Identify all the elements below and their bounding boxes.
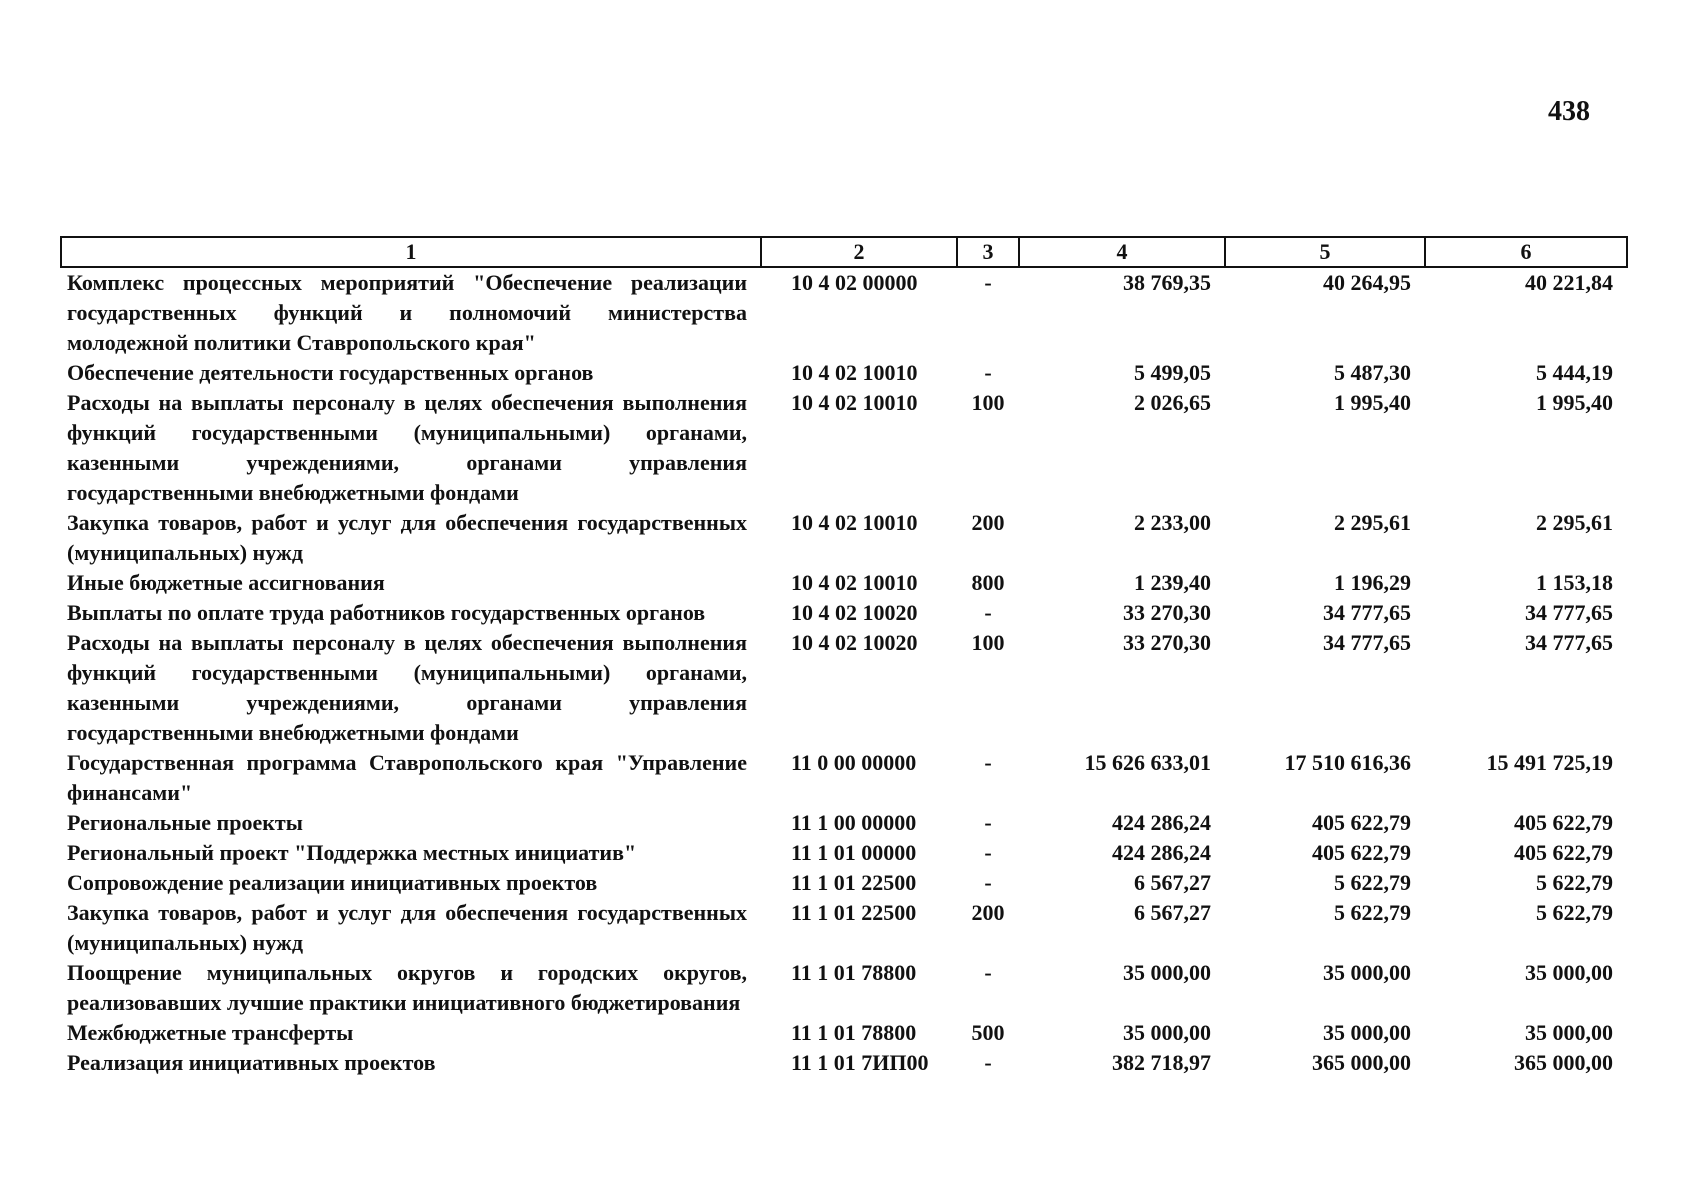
column-header-4: 4 — [1019, 237, 1225, 267]
table-row — [61, 898, 1627, 958]
table-row — [61, 1018, 1627, 1048]
cell-code: 11 0 00 00000 — [791, 750, 917, 775]
cell-value-col6: 35 000,00 — [1525, 960, 1613, 985]
cell-value-col5: 17 510 616,36 — [1284, 750, 1411, 775]
cell-name: Расходы на выплаты персоналу в целях обеспечения выполнения функций государственными (муниципальными) органами, казенными учреждениями, органами управления государственными внебюджетными фондами — [67, 630, 747, 745]
cell-name: Региональный проект "Поддержка местных инициатив" — [67, 840, 637, 865]
cell-value-col4: 35 000,00 — [1123, 1020, 1211, 1045]
budget-table — [60, 236, 1628, 1078]
cell-code: 11 1 01 78800 — [791, 960, 917, 985]
cell-expense-type: - — [984, 810, 992, 835]
cell-code: 10 4 02 10010 — [791, 360, 918, 385]
cell-name: Реализация инициативных проектов — [67, 1050, 436, 1075]
cell-code: 11 1 01 7ИП00 — [791, 1050, 929, 1075]
cell-value-col5: 34 777,65 — [1323, 600, 1411, 625]
cell-name: Комплекс процессных мероприятий "Обеспечение реализации государственных функций и полномочий министерства молодежной политики Ставропольского края" — [67, 270, 747, 355]
cell-name: Межбюджетные трансферты — [67, 1020, 354, 1045]
cell-value-col4: 1 239,40 — [1134, 570, 1211, 595]
cell-name: Закупка товаров, работ и услуг для обеспечения государственных (муниципальных) нужд — [67, 510, 747, 565]
table-row — [61, 1048, 1627, 1078]
cell-value-col4: 382 718,97 — [1112, 1050, 1211, 1075]
cell-name: Расходы на выплаты персоналу в целях обеспечения выполнения функций государственными (муниципальными) органами, казенными учреждениями, органами управления государственными внебюджетными фондами — [67, 390, 747, 505]
cell-value-col6: 405 622,79 — [1514, 840, 1613, 865]
table-row — [61, 838, 1627, 868]
cell-expense-type: - — [984, 360, 992, 385]
cell-name: Выплаты по оплате труда работников государственных органов — [67, 600, 706, 625]
cell-value-col6: 1 153,18 — [1536, 570, 1613, 595]
column-header-2: 2 — [761, 237, 957, 267]
cell-value-col6: 405 622,79 — [1514, 810, 1613, 835]
table-row — [61, 388, 1627, 508]
cell-expense-type: - — [984, 1050, 992, 1075]
cell-expense-type: 800 — [971, 570, 1005, 595]
cell-expense-type: 200 — [971, 510, 1005, 535]
cell-value-col6: 1 995,40 — [1536, 390, 1613, 415]
cell-value-col6: 365 000,00 — [1514, 1050, 1613, 1075]
cell-value-col5: 40 264,95 — [1323, 270, 1411, 295]
cell-expense-type: - — [984, 600, 992, 625]
table-row — [61, 568, 1627, 598]
cell-value-col4: 38 769,35 — [1123, 270, 1211, 295]
cell-value-col5: 5 487,30 — [1334, 360, 1411, 385]
cell-value-col6: 5 622,79 — [1536, 870, 1613, 895]
cell-code: 11 1 01 78800 — [791, 1020, 917, 1045]
cell-name: Региональные проекты — [67, 810, 303, 835]
cell-code: 10 4 02 10010 — [791, 570, 918, 595]
budget-table-container — [60, 236, 1626, 1078]
cell-expense-type: 200 — [971, 900, 1005, 925]
cell-expense-type: - — [984, 750, 992, 775]
page-number: 438 — [1548, 96, 1590, 127]
cell-value-col5: 405 622,79 — [1312, 810, 1411, 835]
header-row — [61, 237, 1627, 267]
cell-value-col6: 35 000,00 — [1525, 1020, 1613, 1045]
cell-code: 10 4 02 10010 — [791, 510, 918, 535]
cell-code: 11 1 01 00000 — [791, 840, 917, 865]
cell-value-col4: 424 286,24 — [1112, 840, 1211, 865]
table-row — [61, 358, 1627, 388]
cell-value-col6: 5 444,19 — [1536, 360, 1613, 385]
table-body — [61, 267, 1627, 1078]
cell-value-col6: 34 777,65 — [1525, 600, 1613, 625]
cell-value-col5: 35 000,00 — [1323, 1020, 1411, 1045]
cell-value-col6: 2 295,61 — [1536, 510, 1613, 535]
cell-name: Сопровождение реализации инициативных проектов — [67, 870, 598, 895]
table-row — [61, 868, 1627, 898]
cell-code: 10 4 02 00000 — [791, 270, 918, 295]
cell-expense-type: - — [984, 870, 992, 895]
table-row — [61, 508, 1627, 568]
cell-value-col4: 5 499,05 — [1134, 360, 1211, 385]
cell-expense-type: - — [984, 270, 992, 295]
table-row — [61, 628, 1627, 748]
cell-name: Обеспечение деятельности государственных органов — [67, 360, 594, 385]
cell-value-col4: 35 000,00 — [1123, 960, 1211, 985]
column-header-1: 1 — [61, 237, 761, 267]
cell-value-col4: 2 233,00 — [1134, 510, 1211, 535]
cell-name: Закупка товаров, работ и услуг для обеспечения государственных (муниципальных) нужд — [67, 900, 747, 955]
cell-value-col5: 5 622,79 — [1334, 900, 1411, 925]
cell-value-col4: 2 026,65 — [1134, 390, 1211, 415]
cell-expense-type: 500 — [971, 1020, 1005, 1045]
cell-value-col4: 424 286,24 — [1112, 810, 1211, 835]
cell-name: Поощрение муниципальных округов и городских округов, реализовавших лучшие практики инициативного бюджетирования — [67, 960, 747, 1015]
table-row — [61, 267, 1627, 358]
cell-value-col6: 34 777,65 — [1525, 630, 1613, 655]
cell-value-col5: 365 000,00 — [1312, 1050, 1411, 1075]
cell-expense-type: - — [984, 960, 992, 985]
cell-value-col6: 15 491 725,19 — [1486, 750, 1613, 775]
table-row — [61, 958, 1627, 1018]
cell-value-col4: 15 626 633,01 — [1084, 750, 1211, 775]
cell-expense-type: 100 — [971, 630, 1005, 655]
cell-name: Государственная программа Ставропольского края "Управление финансами" — [67, 750, 747, 805]
table-row — [61, 808, 1627, 838]
table-row — [61, 748, 1627, 808]
column-header-6: 6 — [1425, 237, 1627, 267]
cell-name: Иные бюджетные ассигнования — [67, 570, 385, 595]
cell-value-col5: 1 995,40 — [1334, 390, 1411, 415]
cell-code: 11 1 01 22500 — [791, 900, 917, 925]
cell-code: 10 4 02 10020 — [791, 600, 918, 625]
table-row — [61, 598, 1627, 628]
cell-value-col4: 6 567,27 — [1134, 900, 1211, 925]
cell-value-col5: 405 622,79 — [1312, 840, 1411, 865]
cell-code: 10 4 02 10010 — [791, 390, 918, 415]
cell-value-col5: 1 196,29 — [1334, 570, 1411, 595]
cell-expense-type: - — [984, 840, 992, 865]
cell-code: 11 1 01 22500 — [791, 870, 917, 895]
cell-code: 10 4 02 10020 — [791, 630, 918, 655]
cell-value-col5: 35 000,00 — [1323, 960, 1411, 985]
cell-value-col4: 33 270,30 — [1123, 600, 1211, 625]
column-header-3: 3 — [957, 237, 1019, 267]
column-header-5: 5 — [1225, 237, 1425, 267]
cell-code: 11 1 00 00000 — [791, 810, 917, 835]
table-header — [61, 237, 1627, 267]
cell-value-col5: 5 622,79 — [1334, 870, 1411, 895]
cell-value-col5: 34 777,65 — [1323, 630, 1411, 655]
cell-value-col5: 2 295,61 — [1334, 510, 1411, 535]
cell-value-col4: 6 567,27 — [1134, 870, 1211, 895]
cell-expense-type: 100 — [971, 390, 1005, 415]
cell-value-col6: 5 622,79 — [1536, 900, 1613, 925]
cell-value-col4: 33 270,30 — [1123, 630, 1211, 655]
cell-value-col6: 40 221,84 — [1525, 270, 1613, 295]
